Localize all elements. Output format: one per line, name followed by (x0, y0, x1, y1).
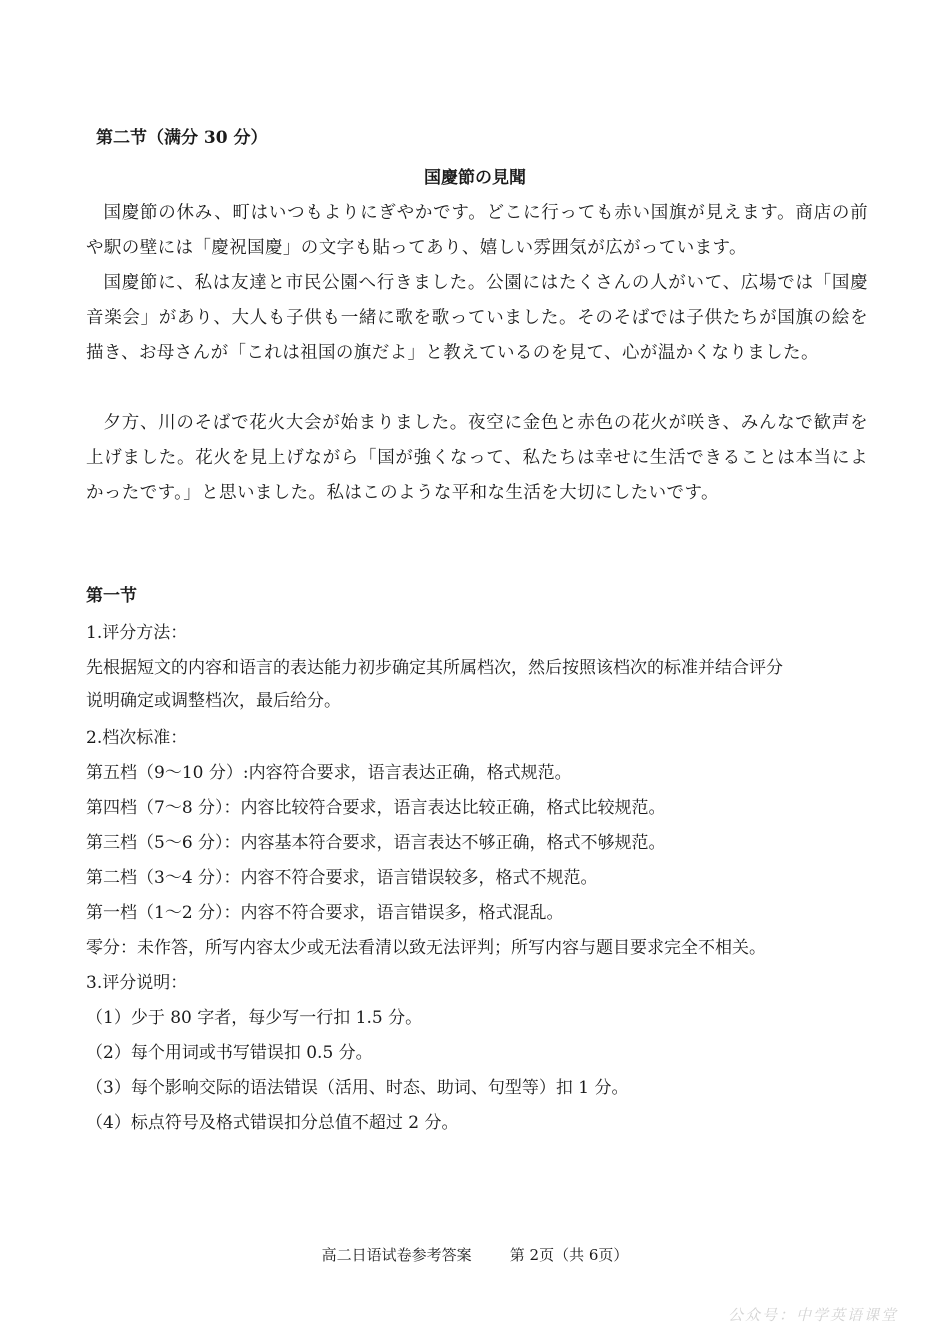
essay-paragraph-2: 国慶節に、私は友達と市民公園へ行きました。公園にはたくさんの人がいて、広場では「国慶音楽会」があり、大人も子供も一緒に歌を歌っていました。そのそばでは子供たちが国旗の絵を描き、お母さんが「これは祖国の旗だよ」と教えているのを見て、心が温かくなりました。 (86, 273, 868, 363)
scoring-note-1: （1）少于 80 字者，每少写一行扣 1.5 分。 (86, 1008, 423, 1028)
grade-level-5: 第五档（9～10 分）:内容符合要求，语言表达正确，格式规范。 (86, 763, 572, 783)
essay-title: 国慶節の見聞 (424, 168, 526, 188)
grade-level-2: 第二档（3～4 分）：内容不符合要求，语言错误较多，格式不规范。 (86, 868, 598, 888)
footer-doc-title: 高二日语试卷参考答案 (321, 1246, 472, 1264)
scoring-method-heading: 1.评分方法： (86, 623, 188, 643)
watermark: 公众号：中学英语课堂 (727, 1306, 898, 1324)
scoring-method-line-1: 先根据短文的内容和语言的表达能力初步确定其所属档次，然后按照该档次的标准并结合评分 (86, 658, 783, 678)
scoring-note-2: （2）每个用词或书写错误扣 0.5 分。 (86, 1043, 373, 1063)
footer-page-info: 第 2页（共 6页） (509, 1246, 629, 1264)
scoring-method-line-2: 说明确定或调整档次，最后给分。 (86, 691, 341, 711)
grade-levels-heading: 2.档次标准： (86, 728, 188, 748)
grade-level-1: 第一档（1～2 分）：内容不符合要求，语言错误多，格式混乱。 (86, 903, 564, 923)
scoring-note-3: （3）每个影响交际的语法错误（活用、时态、助词、句型等）扣 1 分。 (86, 1078, 629, 1098)
essay-paragraph-3: 夕方、川のそばで花火大会が始まりました。夜空に金色と赤色の花火が咲き、みんなで歓声を上げました。花火を見上げながら「国が強くなって、私たちは幸せに生活できることは本当によかったです。」と思いました。私はこのような平和な生活を大切にしたいです。 (86, 413, 868, 503)
grade-level-3: 第三档（5～6 分）：内容基本符合要求，语言表达不够正确，格式不够规范。 (86, 833, 666, 853)
grade-level-4: 第四档（7～8 分）：内容比较符合要求，语言表达比较正确，格式比较规范。 (86, 798, 666, 818)
page-footer (0, 1244, 950, 1265)
scoring-note-4: （4）标点符号及格式错误扣分总值不超过 2 分。 (86, 1113, 459, 1133)
section1-heading: 第一节 (86, 586, 137, 606)
scoring-notes-heading: 3.评分说明： (86, 973, 188, 993)
essay-paragraph-1: 国慶節の休み、町はいつもよりにぎやかです。どこに行っても赤い国旗が見えます。商店の前や駅の壁には「慶祝国慶」の文字も貼ってあり、嬉しい雰囲気が広がっています。 (86, 203, 868, 258)
grade-level-zero: 零分：未作答，所写内容太少或无法看清以致无法评判；所写内容与题目要求完全不相关。 (86, 938, 766, 958)
section2-heading: 第二节（满分 30 分） (96, 128, 268, 148)
